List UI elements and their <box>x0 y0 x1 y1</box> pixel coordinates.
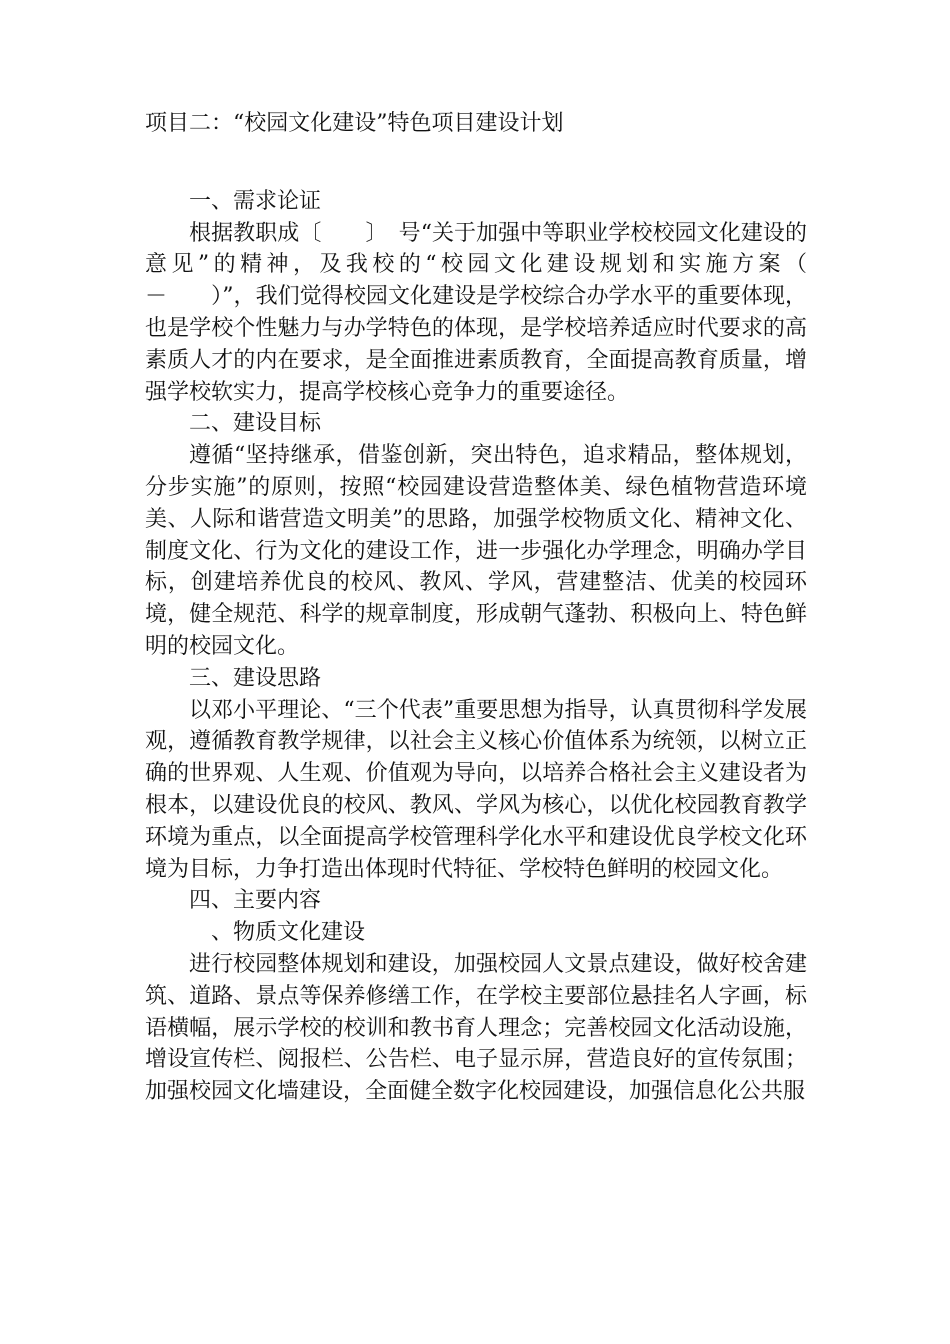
document-title: 项目二：“校园文化建设”特色项目建设计划 <box>145 111 564 136</box>
section-heading-goals: 二、建设目标 <box>189 411 322 437</box>
subsection-heading-material-culture: 、物质文化建设 <box>189 920 366 946</box>
section-heading-demand: 一、需求论证 <box>189 188 322 214</box>
paragraph-material-culture: 进行校园整体规划和建设，加强校园人文景点建设，做好校舍建筑、道路、景点等保养修缮工作，在学校主要部位悬挂名人字画，标语横幅，展示学校的校训和教书育人理念；完善校园文化活动设施，增设宣传栏、阅报栏、公告栏、电子显示屏，营造良好的宣传氛围；加强校园文化墙建设，全面健全数字化校园建设，加强信息化公共服 <box>145 951 807 1105</box>
paragraph-goals: 遵循“坚持继承，借鉴创新，突出特色，追求精品，整体规划，分步实施”的原则，按照“校园建设营造整体美、绿色植物营造环境美、人际和谐营造文明美”的思路，加强学校物质文化、精神文化、制度文化、行为文化的建设工作，进一步强化办学理念，明确办学目标，创建培养优良的校风、教风、学风，营建整洁、优美的校园环境，健全规范、科学的规章制度，形成朝气蓬勃、积极向上、特色鲜明的校园文化。 <box>145 443 807 659</box>
document-page <box>145 108 830 1108</box>
paragraph-approach: 以邓小平理论、“三个代表”重要思想为指导，认真贯彻科学发展观，遵循教育教学规律，以社会主义核心价值体系为统领，以树立正确的世界观、人生观、价值观为导向，以培养合格社会主义建设者为根本，以建设优良的校风、教风、学风为核心，以优化校园教育教学环境为重点，以全面提高学校管理科学化水平和建设优良学校文化环境为目标，力争打造出体现时代特征、学校特色鲜明的校园文化。 <box>145 697 807 882</box>
paragraph-demand: 根据教职成〔 〕 号“关于加强中等职业学校校园文化建设的意见”的精神，及我校的“校园文化建设规划和实施方案（ － ）”，我们觉得校园文化建设是学校综合办学水平的重要体现，也是学校个性魅力与办学特色的体现，是学校培养适应时代要求的高素质人才的内在要求，是全面推进素质教育，全面提高教育质量，增强学校软实力，提高学校核心竞争力的重要途径。 <box>145 220 830 405</box>
section-heading-approach: 三、建设思路 <box>189 665 322 691</box>
section-heading-content: 四、主要内容 <box>189 888 322 914</box>
